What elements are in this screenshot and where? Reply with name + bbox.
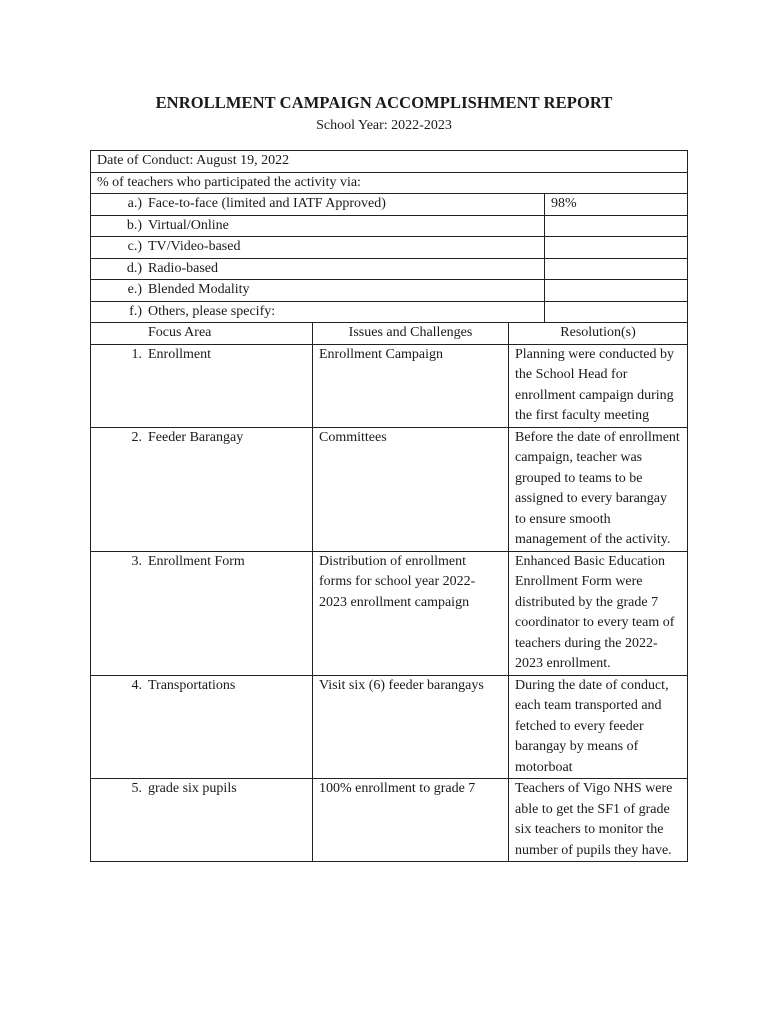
modality-row bbox=[91, 301, 688, 323]
modality-letter: c.) bbox=[127, 239, 142, 254]
participation-row bbox=[91, 172, 688, 194]
modality-value: 98% bbox=[545, 194, 688, 216]
date-of-conduct: Date of Conduct: August 19, 2022 bbox=[91, 151, 688, 173]
column-header-row bbox=[91, 323, 688, 345]
modality-letter: a.) bbox=[127, 196, 142, 211]
modality-letter: e.) bbox=[127, 282, 142, 297]
resolution-cell: Before the date of enrollment campaign, teacher was grouped to teams to be assigned to every barangay to ensure smooth management of the activity. bbox=[509, 427, 688, 551]
school-year: School Year: 2022-2023 bbox=[316, 118, 452, 133]
modality-row bbox=[91, 237, 688, 259]
modality-value bbox=[545, 215, 688, 237]
row-number: 4. bbox=[131, 677, 142, 693]
issue-cell: Committees bbox=[313, 427, 509, 551]
issue-cell: 100% enrollment to grade 7 bbox=[313, 779, 509, 862]
modality-row bbox=[91, 280, 688, 302]
modality-letter: f.) bbox=[129, 303, 142, 319]
issue-cell: Enrollment Campaign bbox=[313, 344, 509, 427]
resolution-cell: During the date of conduct, each team transported and fetched to every feeder barangay by means of motorboat bbox=[509, 675, 688, 779]
modality-letter: b.) bbox=[126, 217, 142, 233]
issue-cell: Distribution of enrollment forms for school year 2022-2023 enrollment campaign bbox=[313, 551, 509, 675]
row-number: 1. bbox=[131, 346, 142, 362]
resolution-header: Resolution(s) bbox=[509, 323, 688, 345]
focus-area-cell: Enrollment bbox=[148, 346, 211, 362]
modality-label: Virtual/Online bbox=[148, 217, 229, 233]
modality-label: Others, please specify: bbox=[148, 303, 276, 319]
focus-area-header: Focus Area bbox=[148, 325, 212, 340]
table-row bbox=[91, 344, 688, 427]
table-row bbox=[91, 675, 688, 779]
date-row bbox=[91, 151, 688, 173]
modality-row bbox=[91, 215, 688, 237]
modality-label: TV/Video-based bbox=[148, 239, 241, 254]
resolution-cell: Teachers of Vigo NHS were able to get the SF1 of grade six teachers to monitor the number of pupils they have. bbox=[509, 779, 688, 862]
modality-label: Radio-based bbox=[148, 260, 218, 276]
modality-value bbox=[545, 301, 688, 323]
modality-value bbox=[545, 237, 688, 259]
focus-area-cell: Transportations bbox=[148, 677, 236, 693]
report-table bbox=[90, 150, 688, 862]
resolution-cell: Planning were conducted by the School Head for enrollment campaign during the first faculty meeting bbox=[509, 344, 688, 427]
row-number: 5. bbox=[131, 781, 142, 796]
focus-area-cell: grade six pupils bbox=[148, 781, 237, 796]
issues-header: Issues and Challenges bbox=[313, 323, 509, 345]
focus-area-cell: Enrollment Form bbox=[148, 553, 245, 569]
report-title: ENROLLMENT CAMPAIGN ACCOMPLISHMENT REPORT bbox=[155, 93, 613, 112]
row-number: 2. bbox=[131, 429, 142, 445]
focus-area-cell: Feeder Barangay bbox=[148, 429, 244, 445]
issue-cell: Visit six (6) feeder barangays bbox=[313, 675, 509, 779]
modality-value bbox=[545, 258, 688, 280]
modality-letter: d.) bbox=[126, 260, 142, 276]
modality-row bbox=[91, 194, 688, 216]
modality-label: Blended Modality bbox=[148, 282, 250, 297]
modality-row bbox=[91, 258, 688, 280]
modality-value bbox=[545, 280, 688, 302]
modality-label: Face-to-face (limited and IATF Approved) bbox=[148, 196, 386, 211]
table-row bbox=[91, 427, 688, 551]
table-row bbox=[91, 779, 688, 862]
participation-label: % of teachers who participated the activity via: bbox=[91, 172, 688, 194]
resolution-cell: Enhanced Basic Education Enrollment Form were distributed by the grade 7 coordinator to every team of teachers during the 2022-2023 enrollment. bbox=[509, 551, 688, 675]
row-number: 3. bbox=[131, 553, 142, 569]
table-row bbox=[91, 551, 688, 675]
